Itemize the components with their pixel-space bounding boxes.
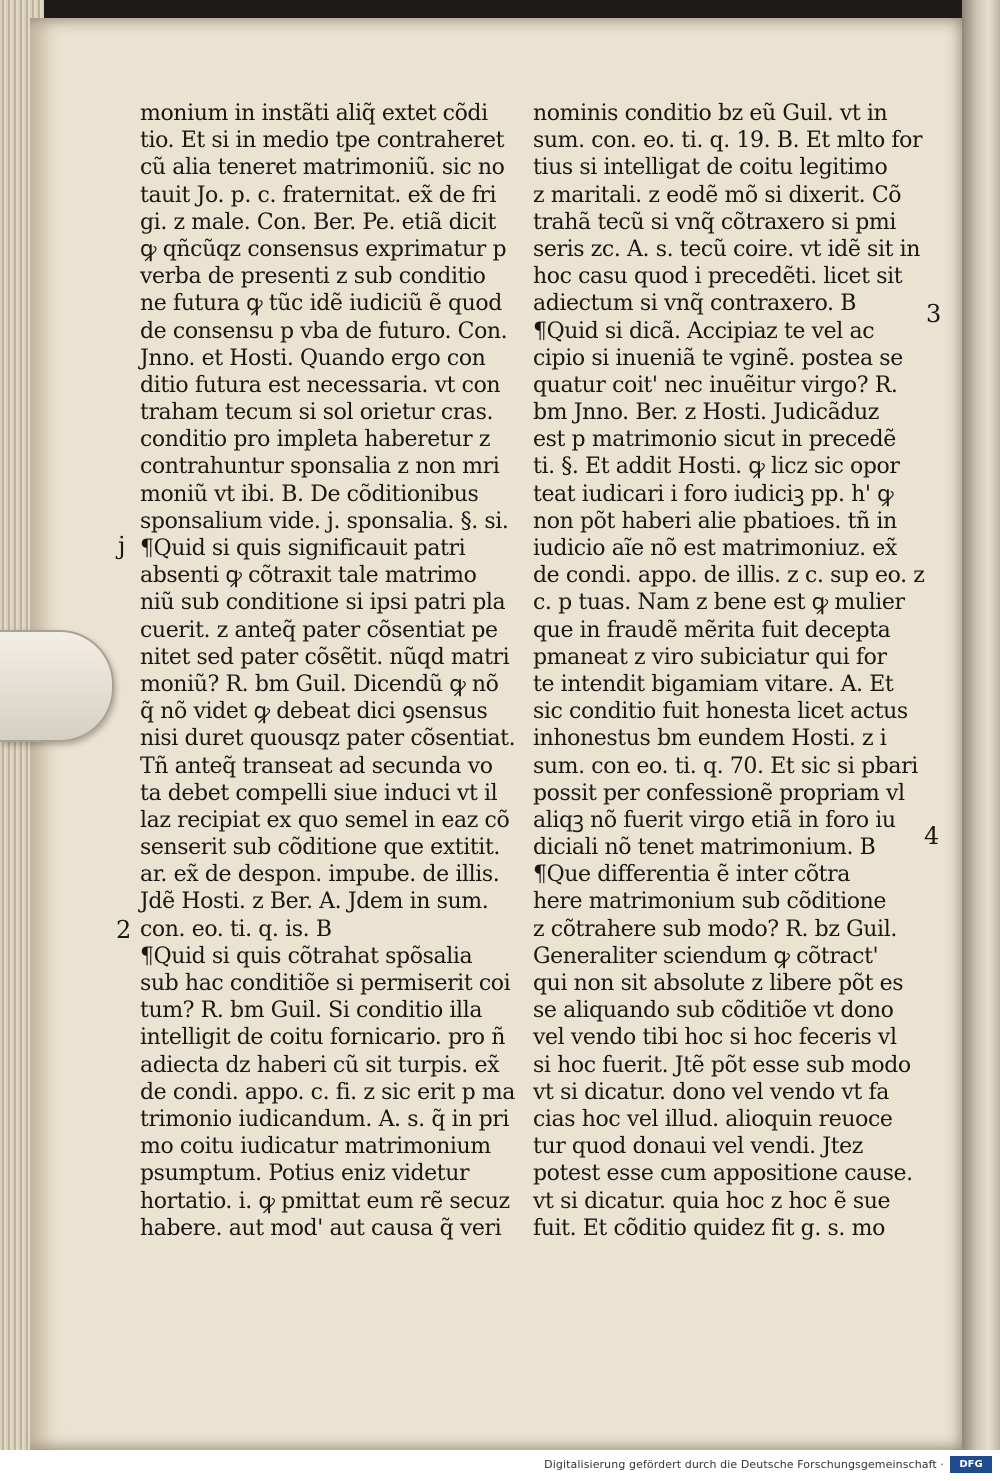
text-line: sic conditio fuit honesta licet actus [533,699,908,725]
text-line: absenti ꝙ cõtraxit tale matrimo [140,563,477,589]
text-line: sponsalium vide. j. sponsalia. §. si. [140,508,509,534]
bookmark-clip [0,630,114,742]
text-line: si hoc fuerit. Jtẽ põt esse sub modo [533,1052,911,1078]
text-line: adiectum si vnq̃ contraxero. B [533,291,856,317]
text-line: tur quod donaui vel vendi. Jtez [533,1134,863,1160]
text-line: se aliquando sub cõditiõe vt dono [533,998,894,1024]
text-line: vel vendo tibi hoc si hoc feceris vl [533,1025,897,1051]
text-line: senserit sub cõditione que extitit. [140,835,500,861]
text-line: ne futura ꝙ tũc idẽ iudiciũ ẽ quod [140,291,502,317]
text-line: Jdẽ Hosti. z Ber. A. Jdem in sum. [140,889,489,915]
text-line: contrahuntur sponsalia z non mri [140,454,500,480]
text-line: te intendit bigamiam vitare. A. Et [533,671,894,697]
right-text-column [533,100,925,1242]
text-line: verba de presenti z sub conditio [140,264,486,290]
text-line: con. eo. ti. q. is. B [140,916,332,942]
text-line: non põt haberi alie pbatioes. tñ in [533,508,897,534]
text-line: ditio futura est necessaria. vt con [140,372,501,398]
text-line: vt si dicatur. dono vel vendo vt fa [533,1079,889,1105]
text-line: ¶Que differentia ẽ inter cõtra [533,862,850,888]
text-line: moniũ vt ibi. B. De cõditionibus [140,481,479,507]
text-line: nisi duret quousqz pater cõsentiat. [140,726,516,752]
text-line: z cõtrahere sub modo? R. bz Guil. [533,916,897,942]
text-line: cũ alia teneret matrimoniũ. sic no [140,155,505,181]
text-line: vt si dicatur. quia hoc z hoc ẽ sue [533,1188,891,1214]
text-line: c. p tuas. Nam z bene est ꝙ mulier [533,590,905,616]
text-line: sum. con eo. ti. q. 70. Et sic si pbari [533,753,918,779]
text-line: ¶Quid si quis significauit patri [140,536,466,561]
text-line: gi. z male. Con. Ber. Pe. etiã dicit [140,209,496,235]
text-line: nominis conditio bz eũ Guil. vt in [533,101,888,126]
text-line: Tñ anteq̃ transeat ad secunda vo [140,753,493,779]
text-line: de consensu p vba de futuro. Con. [140,318,508,344]
text-line: here matrimonium sub cõditione [533,889,886,915]
text-line: aliqꝫ nõ fuerit virgo etiã in foro iu [533,807,896,833]
text-line: ti. §. Et addit Hosti. ꝙ licz sic opor [533,454,900,480]
text-line: niũ sub conditione si ipsi patri pla [140,590,506,616]
text-line: que in fraudẽ mẽrita fuit decepta [533,617,891,643]
text-line: ꝙ qñcũqz consensus exprimatur p [140,236,507,262]
text-line: teat iudicari i foro iudiciꝫ pp. h' ꝙ [533,481,894,507]
margin-marker: j [118,532,126,560]
text-line: trahã tecũ si vnq̃ cõtraxero si pmi [533,209,897,235]
margin-marker: 2 [116,916,132,944]
text-line: intelligit de coitu fornicario. pro ñ [140,1025,505,1051]
left-text-column [140,100,525,1242]
text-line: ta debet compelli siue induci vt il [140,780,498,806]
text-line: trimonio iudicandum. A. s. q̃ in pri [140,1106,510,1132]
text-line: tio. Et si in medio tpe contraheret [140,128,505,154]
text-line: potest esse cum appositione cause. [533,1161,913,1187]
text-line: ¶Quid si quis cõtrahat spõsalia [140,943,473,969]
text-line: tum? R. bm Guil. Si conditio illa [140,998,483,1024]
text-line: seris zc. A. s. tecũ coire. vt idẽ sit in [533,236,921,262]
text-line: Jnno. et Hosti. Quando ergo con [140,345,486,371]
text-line: nitet sed pater cõsẽtit. nũqd matri [140,644,510,670]
text-line: sum. con. eo. ti. q. 19. B. Et mlto for [533,128,923,154]
dfg-logo: DFG [950,1456,992,1473]
text-line: est p matrimonio sicut in precedẽ [533,427,896,453]
text-line: laz recipiat ex quo semel in eaz cõ [140,807,510,833]
text-line: cuerit. z anteq̃ pater cõsentiat pe [140,617,498,643]
text-line: quatur coit' nec inuẽitur virgo? R. [533,372,898,398]
text-line: sub hac conditiõe si permiserit coi [140,971,511,996]
text-line: bm Jnno. Ber. z Hosti. Judicãduz [533,400,879,426]
funding-credit: Digitalisierung gefördert durch die Deutsche Forschungsgemeinschaft · [544,1458,944,1471]
text-line: moniũ? R. bm Guil. Dicendũ ꝙ nõ [140,671,499,697]
text-line: psumptum. Potius eniz videtur [140,1161,470,1187]
text-line: ar. ex̃ de despon. impube. de illis. [140,862,500,888]
text-line: q̃ nõ videt ꝙ debeat dici ꝯsensus [140,699,488,725]
text-line: inhonestus bm eundem Hosti. z i [533,726,887,752]
text-line: hoc casu quod i precedẽti. licet sit [533,264,903,290]
text-line: de condi. appo. c. fi. z sic erit p ma [140,1079,516,1105]
text-line: cipio si inueniã te vginẽ. postea se [533,345,903,371]
text-line: diciali nõ tenet matrimonium. B [533,835,876,861]
book-gutter-curl [962,0,1000,1450]
text-line: Generaliter sciendum ꝙ cõtract' [533,943,879,969]
text-line: hortatio. i. ꝙ pmittat eum rẽ secuz [140,1188,510,1214]
text-line: habere. aut mod' aut causa q̃ veri [140,1215,502,1241]
text-line: ¶Quid si dicã. Accipiaz te vel ac [533,318,875,344]
text-line: possit per confessionẽ propriam vl [533,780,905,806]
text-line: tauit Jo. p. c. fraternitat. ex̃ de fri [140,182,497,208]
text-line: cias hoc vel illud. alioquin reuoce [533,1106,893,1132]
margin-marker: 4 [924,822,940,850]
text-line: fuit. Et cõditio quidez fit g. s. mo [533,1215,885,1241]
margin-marker: 3 [926,300,942,328]
text-line: tius si intelligat de coitu legitimo [533,155,888,181]
text-line: de condi. appo. de illis. z c. sup eo. z [533,563,925,589]
text-line: iudicio aĩe nõ est matrimoniuz. ex̃ [533,536,897,561]
text-line: conditio pro impleta haberetur z [140,427,491,453]
text-line: monium in instãti aliq̃ extet cõdi [140,101,488,126]
text-line: mo coitu iudicatur matrimonium [140,1134,491,1160]
text-line: adiecta dz haberi cũ sit turpis. ex̃ [140,1052,500,1078]
text-line: qui non sit absolute z libere põt es [533,971,904,996]
text-line: pmaneat z viro subiciatur qui for [533,644,887,670]
text-line: z maritali. z eodẽ mõ si dixerit. Cõ [533,182,902,208]
text-line: traham tecum si sol orietur cras. [140,400,494,426]
